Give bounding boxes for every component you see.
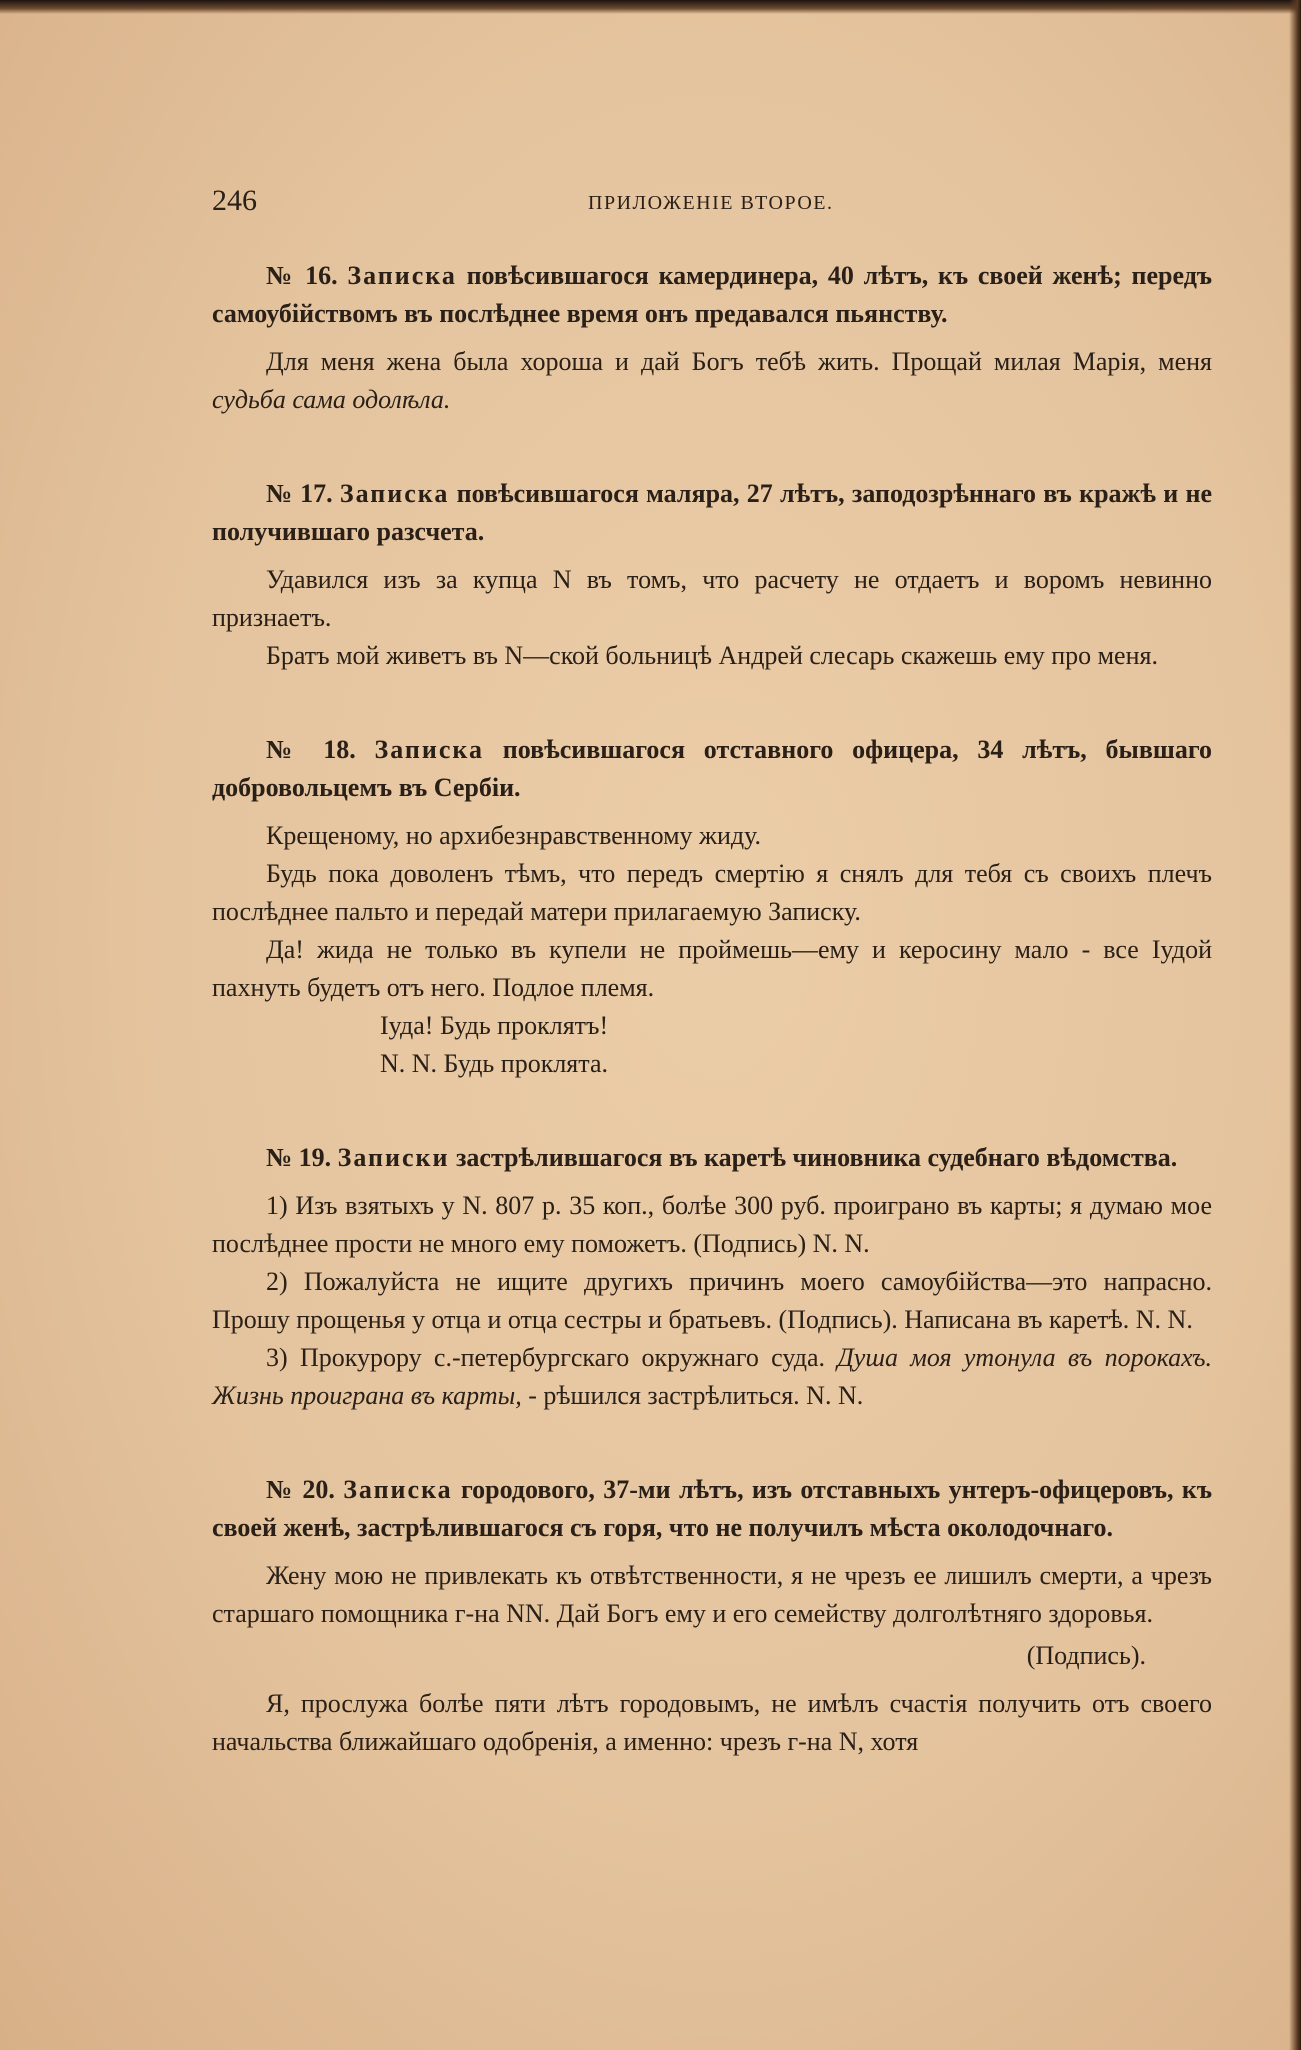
note-verse: N. N. Будь проклята. [380, 1049, 608, 1078]
entry-number: № 18. [266, 735, 356, 764]
entry-heading [212, 1471, 1212, 1547]
note-entry-18 [212, 731, 1212, 1083]
note-text-plain: 3) Прокурору с.-петербургскаго окружнаго суда. [266, 1343, 838, 1372]
note-text-italic: Душа моя утонула въ порокахъ. Жизнь проиграна въ карты, [212, 1343, 1212, 1410]
entry-heading [212, 257, 1212, 333]
entry-label: Записка [343, 1475, 453, 1504]
entry-number: № 20. [266, 1475, 335, 1504]
note-text: 2) Пожалуйста не ищите другихъ причинъ моего самоубійства—это напрасно. Прошу прощенья у отца и отца сестры и братьевъ. (Подпись). Написана въ каретѣ. N. N. [212, 1267, 1212, 1334]
entry-description: повѣсившагося отставного офицера, 34 лѣтъ, бывшаго добровольцемъ въ Сербіи. [212, 735, 1213, 802]
note-text: Братъ мой живетъ въ N—ской больницѣ Андрей слесарь скажешь ему про меня. [266, 641, 1158, 670]
entry-description: повѣсившагося камердинера, 40 лѣтъ, къ своей женѣ; передъ самоубійствомъ въ послѣднее время онъ предавался пьянству. [212, 261, 1213, 328]
entry-label: Записка [347, 261, 457, 290]
note-text-italic: судьба сама одолѣла. [212, 385, 451, 414]
page-header [212, 184, 1212, 224]
scan-top-edge [0, 0, 1301, 14]
note-entry-20 [212, 1471, 1212, 1761]
entry-number: № 17. [266, 479, 333, 508]
entry-heading [212, 475, 1212, 551]
signature: (Подпись). [1026, 1641, 1146, 1670]
entry-description: застрѣлившагося въ каретѣ чиновника судебнаго вѣдомства. [455, 1143, 1178, 1172]
note-text: Крещеному, но архибезнравственному жиду. [266, 821, 762, 850]
entry-label: Записки [337, 1143, 450, 1172]
entry-number: № 16. [266, 261, 338, 290]
entry-heading [212, 731, 1212, 807]
page-number: 246 [212, 184, 257, 217]
note-text: Я, прослужа болѣе пяти лѣтъ городовымъ, не имѣлъ счастія получить отъ своего начальства ближайшаго одобренія, а именно: чрезъ г-на N, хотя [212, 1689, 1212, 1756]
note-entry-16 [212, 257, 1212, 419]
entry-description: повѣсившагося маляра, 27 лѣтъ, заподозрѣннаго въ кражѣ и не получившаго разсчета. [212, 479, 1212, 546]
note-text [212, 1339, 1212, 1415]
note-text [212, 343, 1212, 419]
entry-number: № 19. [266, 1143, 332, 1172]
note-verse: Іуда! Будь проклятъ! [380, 1011, 609, 1040]
entry-description: городового, 37-ми лѣтъ, изъ отставныхъ унтеръ-офицеровъ, къ своей женѣ, застрѣлившагося съ горя, что не получилъ мѣста околодочнаго. [212, 1475, 1213, 1542]
entry-heading [212, 1139, 1212, 1177]
note-text-plain: - рѣшился застрѣлиться. N. N. [521, 1381, 864, 1410]
entry-label: Записка [339, 479, 450, 508]
note-text: Удавился изъ за купца N въ томъ, что расчету не отдаетъ и воромъ невинно признаетъ. [212, 565, 1212, 632]
scan-right-edge [1289, 0, 1301, 2050]
note-text: Да! жида не только въ купели не проймешь—ему и керосину мало - все Іудой пахнуть будетъ отъ него. Подлое племя. [212, 935, 1212, 1002]
note-text: 1) Изъ взятыхъ у N. 807 р. 35 коп., болѣе 300 руб. проиграно въ карты; я думаю мое послѣднее прости не много ему поможетъ. (Подпись) N. N. [212, 1191, 1212, 1258]
note-text: Жену мою не привлекать къ отвѣтственности, я не чрезъ ее лишилъ смерти, а чрезъ старшаго помощника г-на NN. Дай Богъ ему и его семейству долголѣтняго здоровья. [212, 1561, 1212, 1628]
running-head: ПРИЛОЖЕНІЕ ВТОРОЕ. [588, 192, 834, 214]
entry-label: Записка [374, 735, 484, 764]
note-text-plain: Для меня жена была хороша и дай Богъ тебѣ жить. Прощай милая Марія, меня [266, 347, 1212, 376]
note-text: Будь пока доволенъ тѣмъ, что передъ смертію я снялъ для тебя съ своихъ плечъ послѣднее пальто и передай матери прилагаемую Записку. [212, 859, 1212, 926]
note-entry-19 [212, 1139, 1212, 1415]
note-entry-17 [212, 475, 1212, 675]
page-body [212, 257, 1212, 1817]
